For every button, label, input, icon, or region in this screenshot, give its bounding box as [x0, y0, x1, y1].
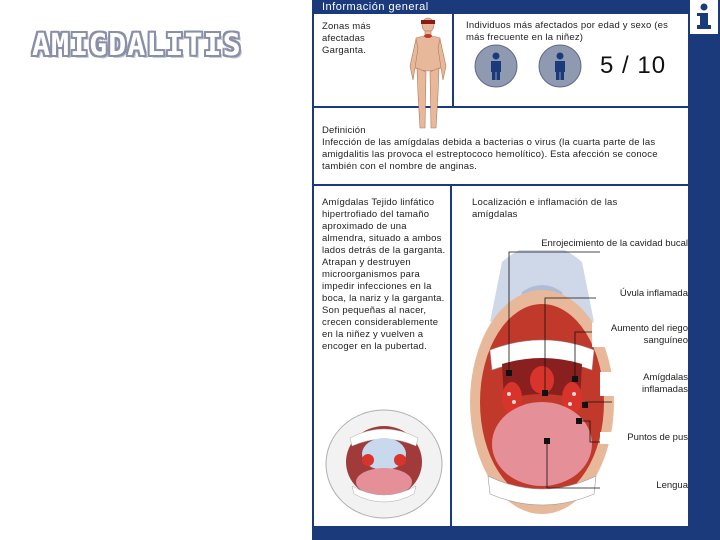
- info-icon[interactable]: [690, 0, 718, 34]
- tonsils-description: Amígdalas Tejido linfático hipertrofiado del tamaño aproximado de una almendra, situado a ambos lados detrás de la garganta. Atrapan y destruyen microorganismos para impedir infecciones en la boca, la nariz y la garganta. Son pequeñas al nacer, crecen considerablemente en la niñez y vuelven a encoger en la pubertad.: [322, 197, 446, 352]
- inflamed-mouth-illustration: [462, 232, 622, 522]
- ratio-value: 5 / 10: [600, 52, 667, 79]
- definition-label: Definición: [322, 125, 366, 136]
- affected-zones-text: Zonas más afectadas Garganta.: [322, 21, 371, 56]
- definition-text: Infección de las amígdalas debida a bacterias o virus (la cuarta parte de las amigdalitis las provoca el estreptococo hemolítico). Esta afección se conoce también con el nombre de anginas.: [322, 137, 658, 172]
- person-icon: [538, 44, 582, 88]
- label-tongue: Lengua: [600, 480, 688, 492]
- location-title: Localización e inflamación de las amígdalas: [472, 197, 618, 220]
- person-icon: [474, 44, 518, 88]
- affected-individuals-text: Individuos más afectados por edad y sexo (es más frecuente en la niñez): [466, 20, 669, 43]
- panel-header-label: Información general: [322, 1, 429, 13]
- label-redness: Enrojecimiento de la cavidad bucal: [516, 238, 688, 250]
- label-uvula: Úvula inflamada: [596, 288, 688, 300]
- label-blood-flow: Aumento del riego sanguíneo: [592, 323, 688, 347]
- page-title: AMIGDALITIS: [32, 28, 242, 63]
- human-body-figure: [404, 16, 452, 134]
- small-mouth-illustration: [322, 402, 446, 520]
- label-pus-spots: Puntos de pus: [600, 432, 688, 444]
- label-inflamed-tonsils: Amígdalas inflamadas: [600, 372, 688, 396]
